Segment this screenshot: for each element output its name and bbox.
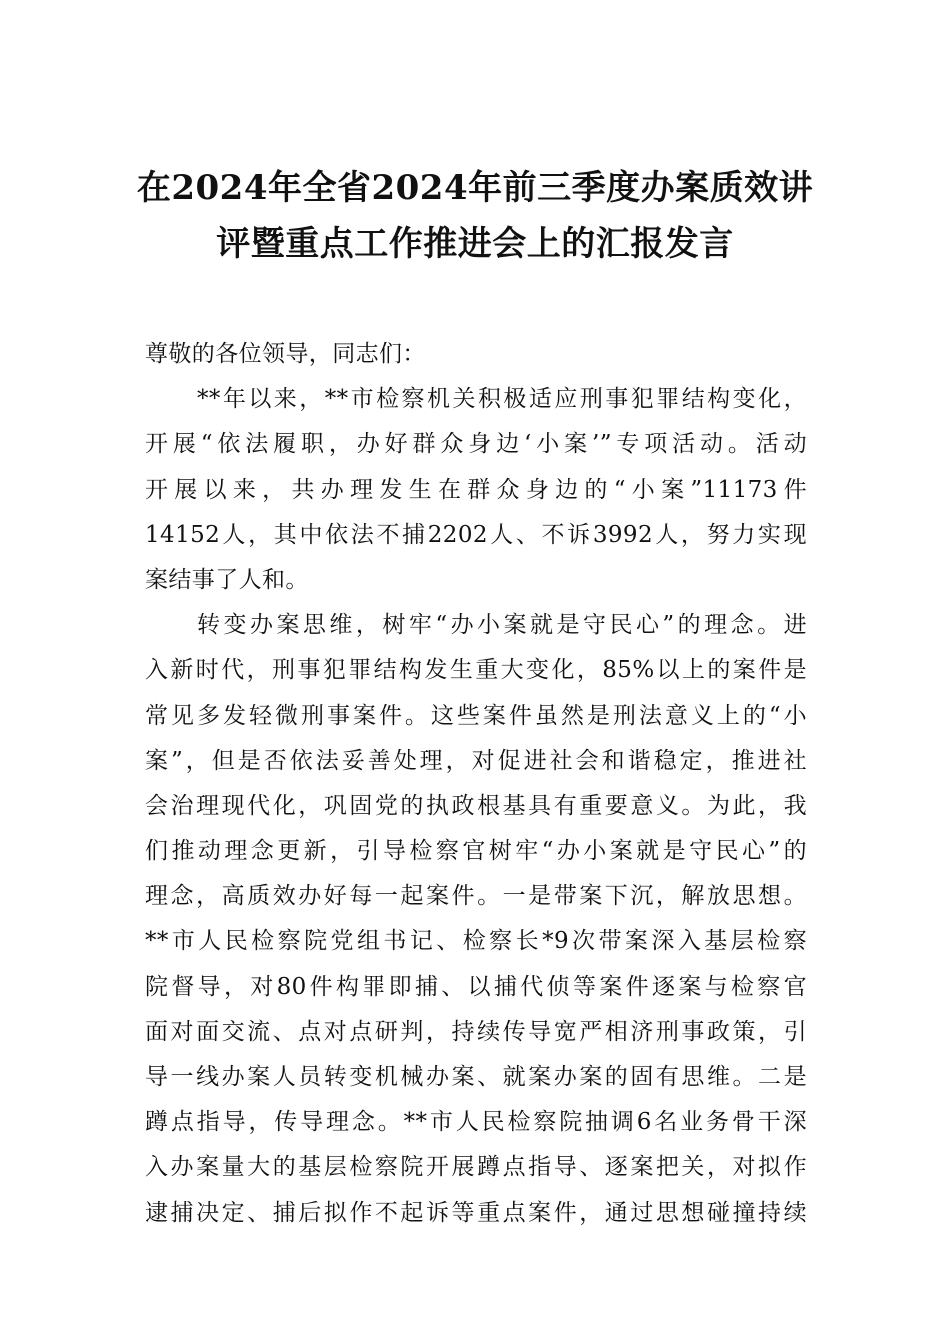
title-line-2: 评暨重点工作推进会上的汇报发言 — [216, 224, 734, 264]
paragraph-line: 蹲点指导，传导理念。**市人民检察院抽调6名业务骨干深 — [145, 1109, 807, 1136]
paragraph-line: 理念，高质效办好每一起案件。一是带案下沉，解放思想。 — [145, 883, 807, 910]
paragraph-line: 案结事了人和。 — [145, 566, 309, 593]
paragraph-line: **市人民检察院党组书记、检察长*9次带案深入基层检察 — [145, 928, 807, 955]
paragraph-line: 案”，但是否依法妥善处理，对促进社会和谐稳定，推进社 — [145, 747, 807, 774]
salutation-line: 尊敬的各位领导，同志们： — [145, 341, 426, 367]
paragraph-line: **年以来，**市检察机关积极适应刑事犯罪结构变化， — [197, 386, 807, 413]
paragraph-line: 逮捕决定、捕后拟作不起诉等重点案件，通过思想碰撞持续 — [145, 1199, 807, 1226]
paragraph-line: 院督导，对80件构罪即捕、以捕代侦等案件逐案与检察官 — [145, 973, 807, 1000]
paragraph-line: 14152人，其中依法不捕2202人、不诉3992人，努力实现 — [145, 521, 807, 548]
paragraph-line: 开展“依法履职，办好群众身边‘小案’”专项活动。活动 — [145, 431, 807, 458]
paragraph-line: 入办案量大的基层检察院开展蹲点指导、逐案把关，对拟作 — [145, 1154, 807, 1181]
title-line-1: 在2024年全省2024年前三季度办案质效讲 — [136, 168, 814, 208]
paragraph-line: 会治理现代化，巩固党的执政根基具有重要意义。为此，我 — [145, 792, 807, 819]
paragraph-line: 入新时代，刑事犯罪结构发生重大变化，85%以上的案件是 — [145, 657, 807, 684]
paragraph-line: 导一线办案人员转变机械办案、就案办案的固有思维。二是 — [145, 1064, 807, 1090]
paragraph-line: 们推动理念更新，引导检察官树牢“办小案就是守民心”的 — [145, 838, 807, 865]
paragraph-line: 转变办案思维，树牢“办小案就是守民心”的理念。进 — [197, 612, 807, 639]
document-title — [120, 160, 830, 272]
paragraph-line: 开展以来，共办理发生在群众身边的“小案”11173件 — [145, 476, 807, 503]
paragraph-line: 常见多发轻微刑事案件。这些案件虽然是刑法意义上的“小 — [145, 702, 807, 729]
paragraph-line: 面对面交流、点对点研判，持续传导宽严相济刑事政策，引 — [145, 1018, 807, 1045]
document-body — [145, 332, 807, 1236]
